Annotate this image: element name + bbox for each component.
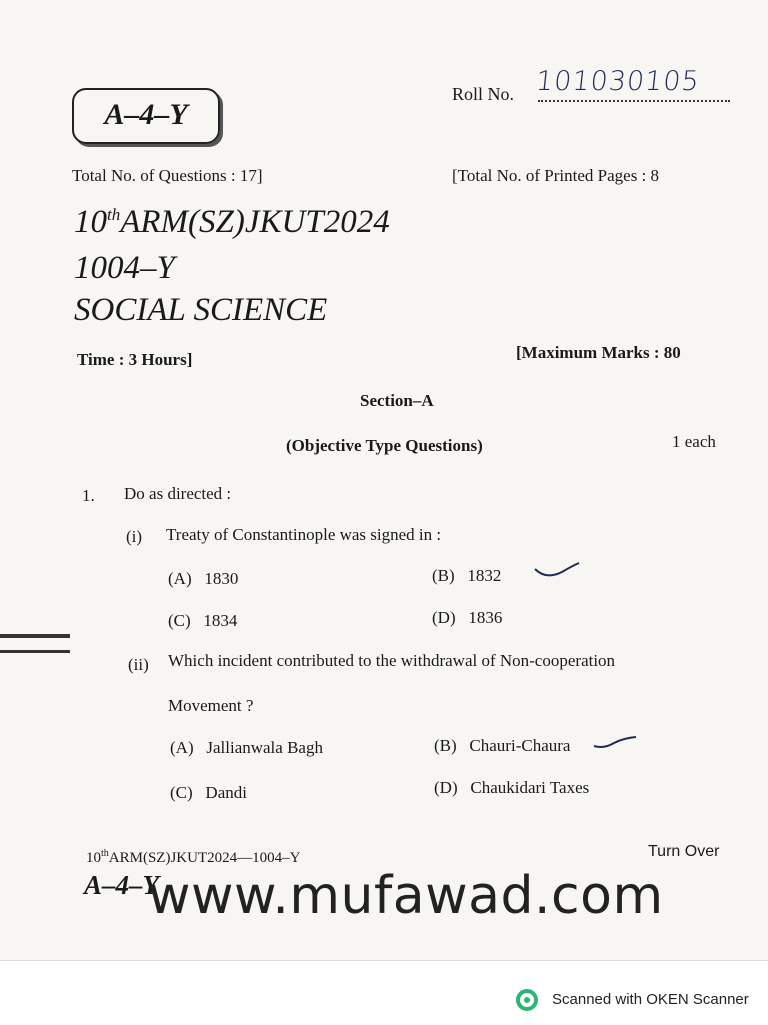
- option-item: (D) 1836: [432, 608, 503, 627]
- footer-paper-code: 10thARM(SZ)JKUT2024—1004–Y: [86, 848, 301, 866]
- option-item: (B) 1832: [432, 566, 502, 585]
- scanner-credit: Scanned with OKEN Scanner: [552, 991, 749, 1008]
- option-item: (A) Jallianwala Bagh: [170, 738, 323, 757]
- marks-each: 1 each: [672, 432, 716, 451]
- option-item: (B) Chauri-Chaura: [434, 736, 571, 755]
- part-label: (i): [126, 527, 143, 546]
- part-question-text: Treaty of Constantinople was signed in :: [166, 525, 442, 544]
- question-number: 1.: [82, 486, 95, 505]
- site-watermark: www.mufawad.com: [148, 866, 664, 926]
- exam-title: 10thARM(SZ)JKUT2024: [74, 204, 390, 240]
- part-question-text-cont: Movement ?: [168, 696, 254, 715]
- question-instruction: Do as directed :: [124, 484, 232, 503]
- margin-mark: [0, 634, 70, 638]
- section-heading: Section–A: [360, 391, 434, 410]
- total-questions: Total No. of Questions : 17]: [72, 166, 263, 185]
- footer-set-code: A–4–Y: [84, 870, 160, 900]
- turn-over-label: Turn Over: [648, 843, 720, 860]
- option-item: (A) 1830: [168, 569, 239, 588]
- scanner-logo-icon: [516, 989, 538, 1011]
- checkmark-icon: [532, 560, 582, 582]
- subject-title: SOCIAL SCIENCE: [74, 292, 328, 328]
- option-item: (D) Chaukidari Taxes: [434, 778, 590, 797]
- paper-set-box: [72, 88, 220, 144]
- roll-number-label: Roll No.: [452, 84, 515, 104]
- section-subtitle: (Objective Type Questions): [286, 436, 483, 455]
- option-item: (C) Dandi: [170, 783, 247, 802]
- time-allowed: Time : 3 Hours]: [77, 350, 193, 369]
- checkmark-icon: [592, 734, 638, 752]
- paper-set-code: A–4–Y: [104, 98, 188, 131]
- paper-code: 1004–Y: [74, 250, 175, 286]
- maximum-marks: [Maximum Marks : 80: [516, 343, 681, 362]
- margin-mark: [0, 650, 70, 653]
- part-label: (ii): [128, 655, 149, 674]
- total-pages: [Total No. of Printed Pages : 8: [452, 166, 660, 185]
- roll-number-value: 101030105: [534, 66, 702, 97]
- option-item: (C) 1834: [168, 611, 238, 630]
- part-question-text: Which incident contributed to the withdrawal of Non-cooperation: [168, 651, 616, 670]
